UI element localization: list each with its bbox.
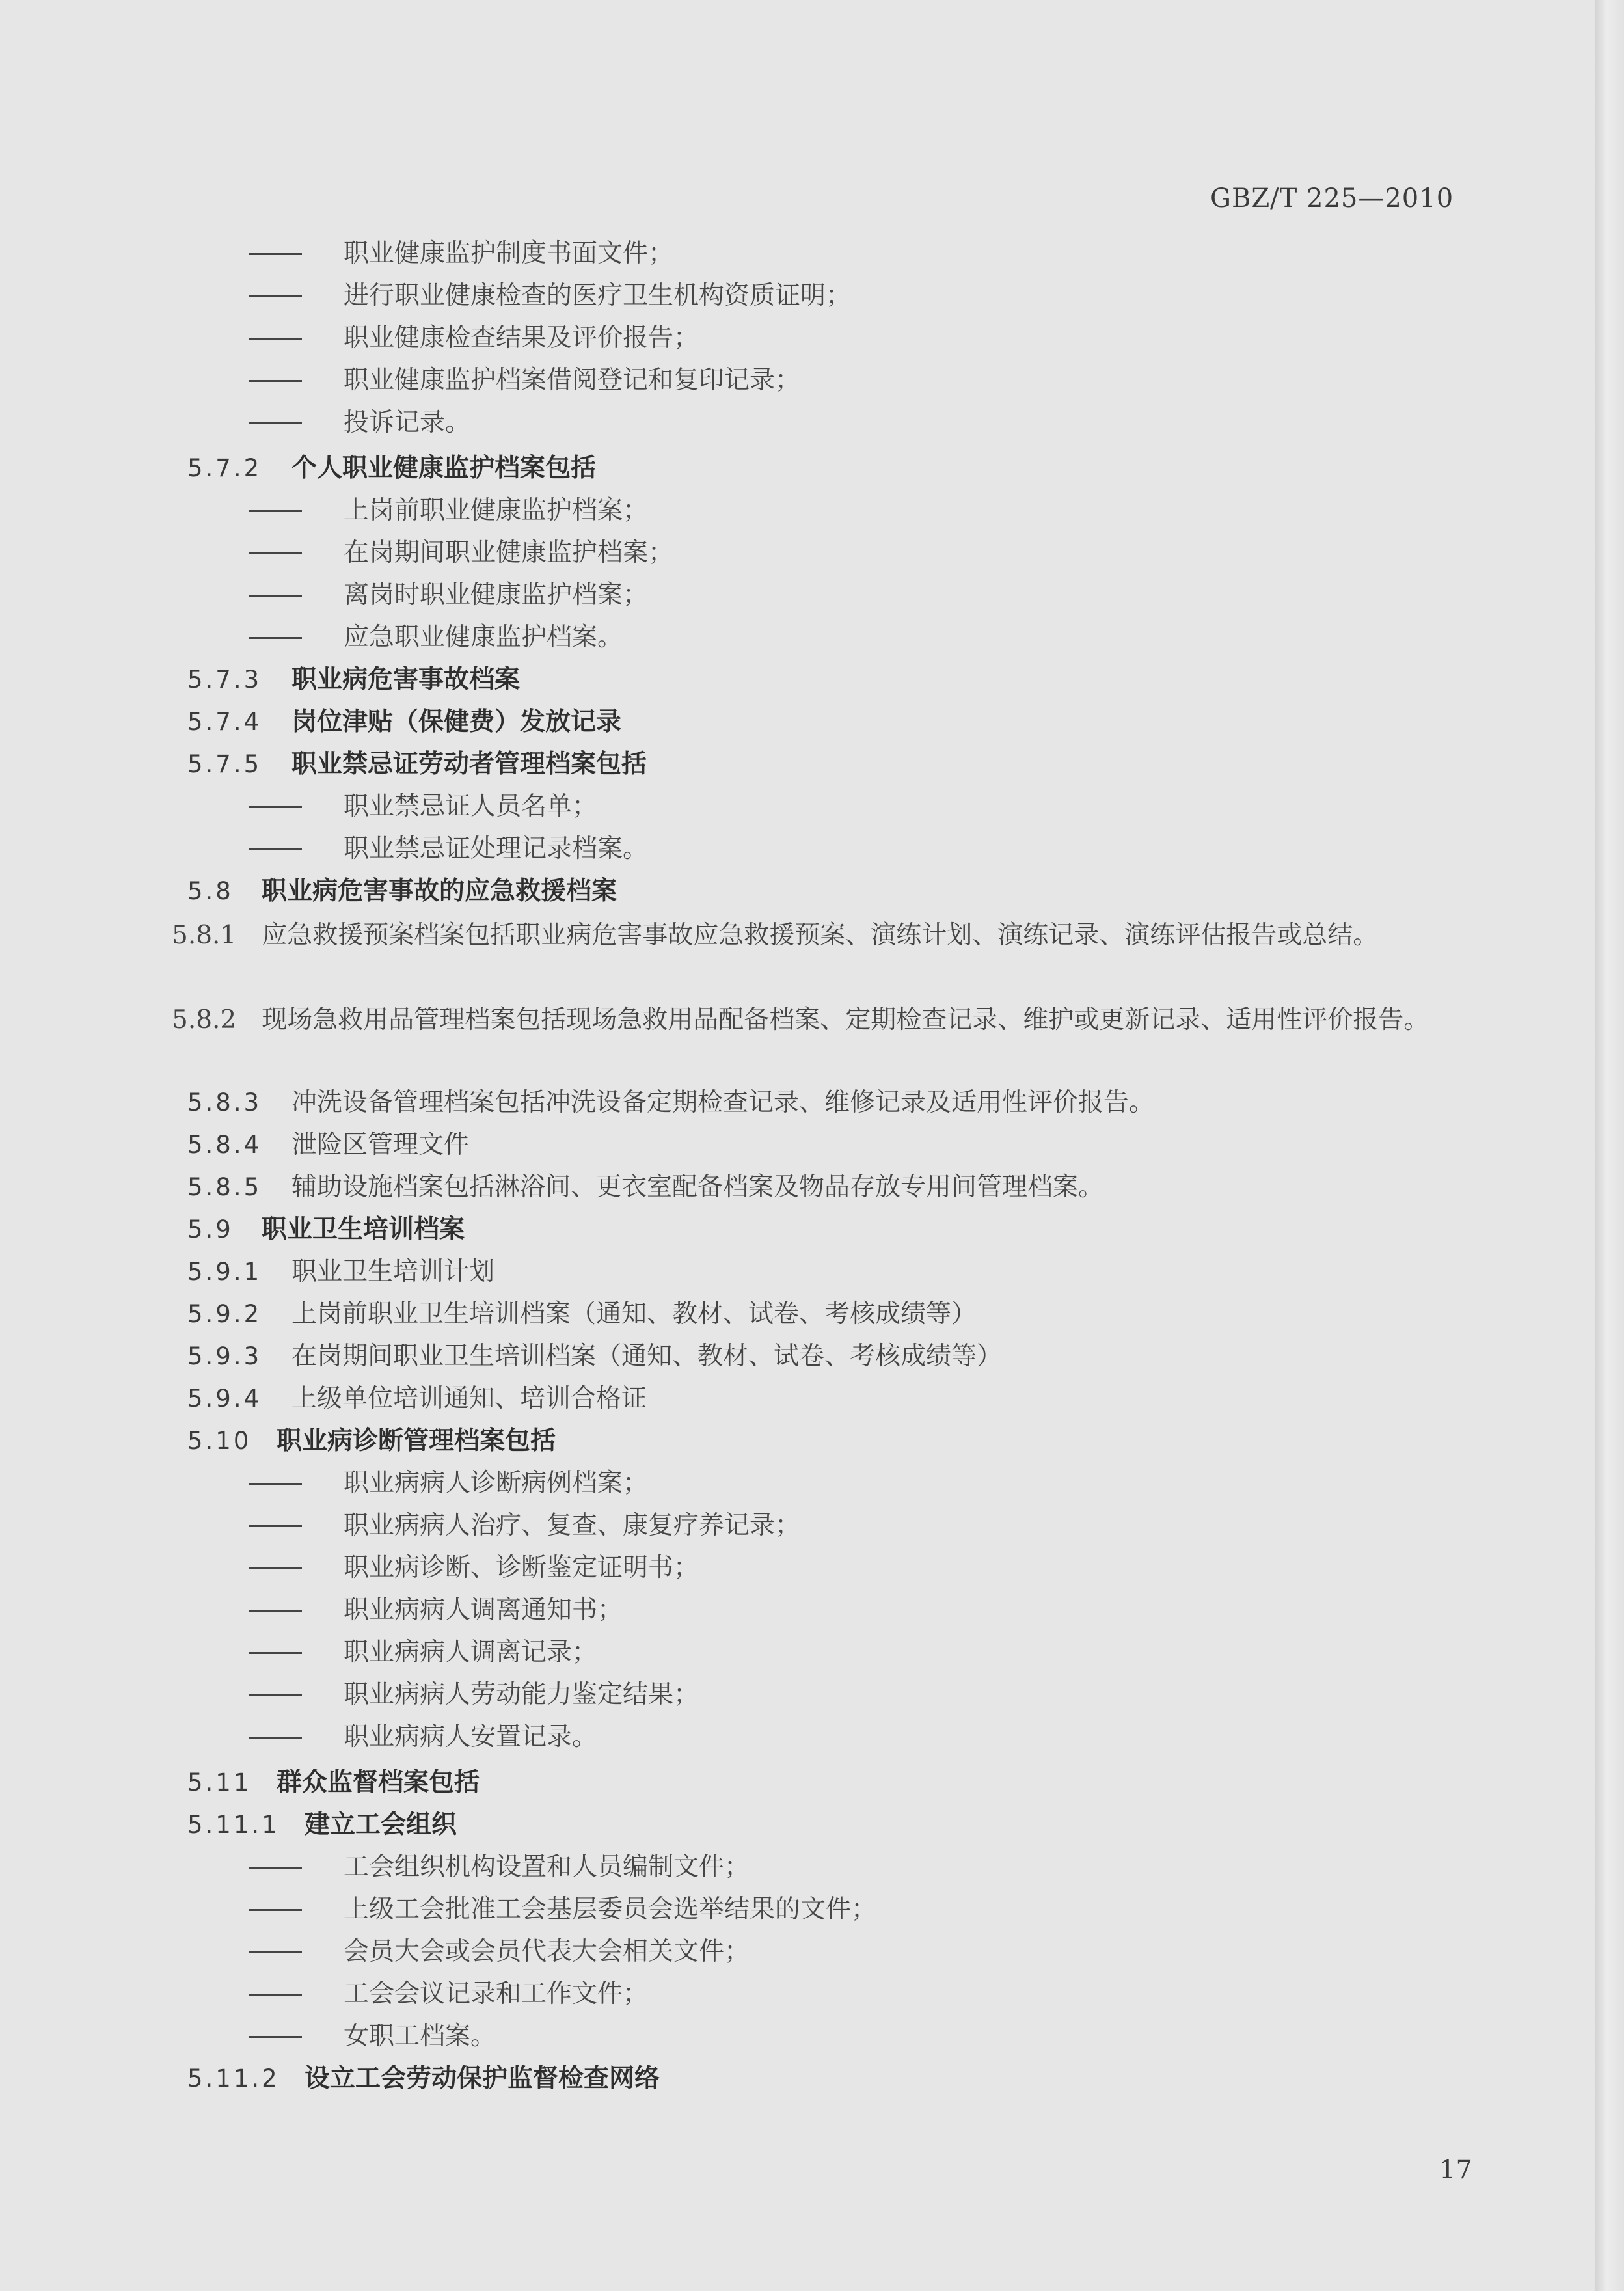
em-dash xyxy=(249,1694,302,1696)
em-dash xyxy=(249,295,302,297)
em-dash xyxy=(249,806,302,808)
page-number: 17 xyxy=(1439,2155,1472,2185)
em-dash xyxy=(249,595,302,597)
em-dash xyxy=(249,380,302,382)
em-dash xyxy=(249,253,302,255)
em-dash xyxy=(249,552,302,554)
em-dash xyxy=(249,1567,302,1569)
scan-edge-shadow xyxy=(1595,0,1624,2291)
em-dash xyxy=(249,422,302,424)
em-dash xyxy=(249,848,302,850)
document-code: GBZ/T 225—2010 xyxy=(1210,183,1454,213)
em-dash xyxy=(249,1610,302,1612)
em-dash xyxy=(249,637,302,639)
em-dash xyxy=(249,1652,302,1654)
em-dash xyxy=(249,1994,302,1996)
em-dash xyxy=(249,1909,302,1911)
em-dash xyxy=(249,1951,302,1953)
em-dash xyxy=(249,510,302,512)
em-dash xyxy=(249,1737,302,1739)
em-dash xyxy=(249,1867,302,1869)
em-dash xyxy=(249,2036,302,2038)
em-dash xyxy=(249,1483,302,1485)
em-dash xyxy=(249,338,302,340)
em-dash xyxy=(249,1525,302,1527)
